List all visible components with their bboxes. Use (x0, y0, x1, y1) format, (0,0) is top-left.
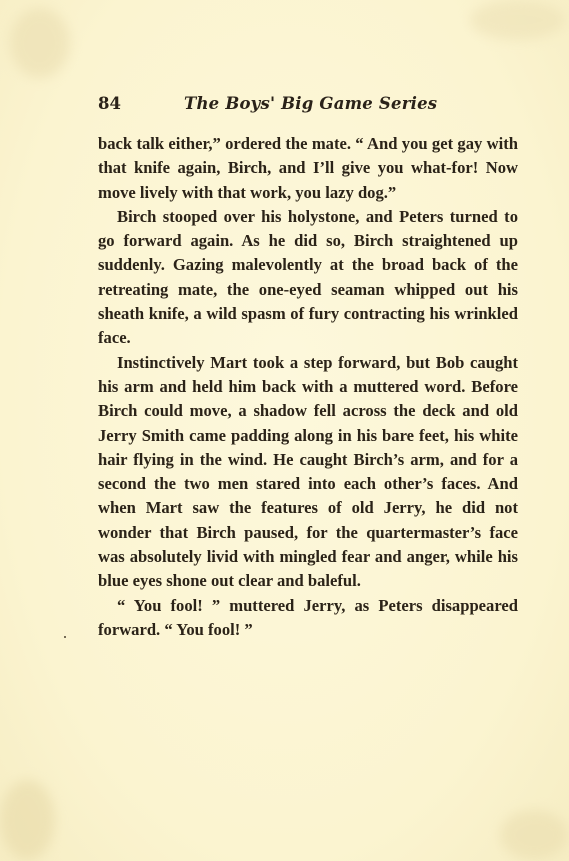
page-stain-top-right (470, 0, 565, 40)
running-head (98, 94, 518, 118)
page-stain-top-left (10, 8, 70, 78)
page-stain-bottom-left (0, 780, 55, 860)
paragraph: “ You fool! ” muttered Jerry, as Peters disappeared forward. “ You fool! ” (98, 595, 518, 639)
paragraph: Birch stooped over his holystone, and Peters turned to go forward again. As he did so, Birch straightened up suddenly. Gazing malevolently at the broad back of the retreating mate, the one-eyed seaman whipped out his sheath knife, a wild spasm of fury contracting his wrinkled face. (98, 206, 518, 348)
series-title: The Boys' Big Game Series (184, 94, 438, 113)
paragraph: back talk either,” ordered the mate. “ And you get gay with that knife again, Birch, and I’ll give you what-for! Now move lively with that work, you lazy dog.” (98, 134, 518, 202)
page-number: 84 (98, 94, 121, 113)
margin-mark (64, 636, 66, 638)
page-stain-bottom-right (500, 810, 568, 860)
body-text (98, 132, 518, 642)
paragraph: Instinctively Mart took a step forward, but Bob caught his arm and held him back with a muttered word. Before Birch could move, a shadow fell across the deck and old Jerry Smith came padding along in his bare feet, his white hair flying in the wind. He caught Birch’s arm, and for a second the two men stared into each other’s faces. And when Mart saw the features of old Jerry, he did not wonder that Birch paused, for the quartermaster’s face was absolutely livid with mingled fear and anger, while his blue eyes shone out clear and baleful. (98, 352, 518, 591)
